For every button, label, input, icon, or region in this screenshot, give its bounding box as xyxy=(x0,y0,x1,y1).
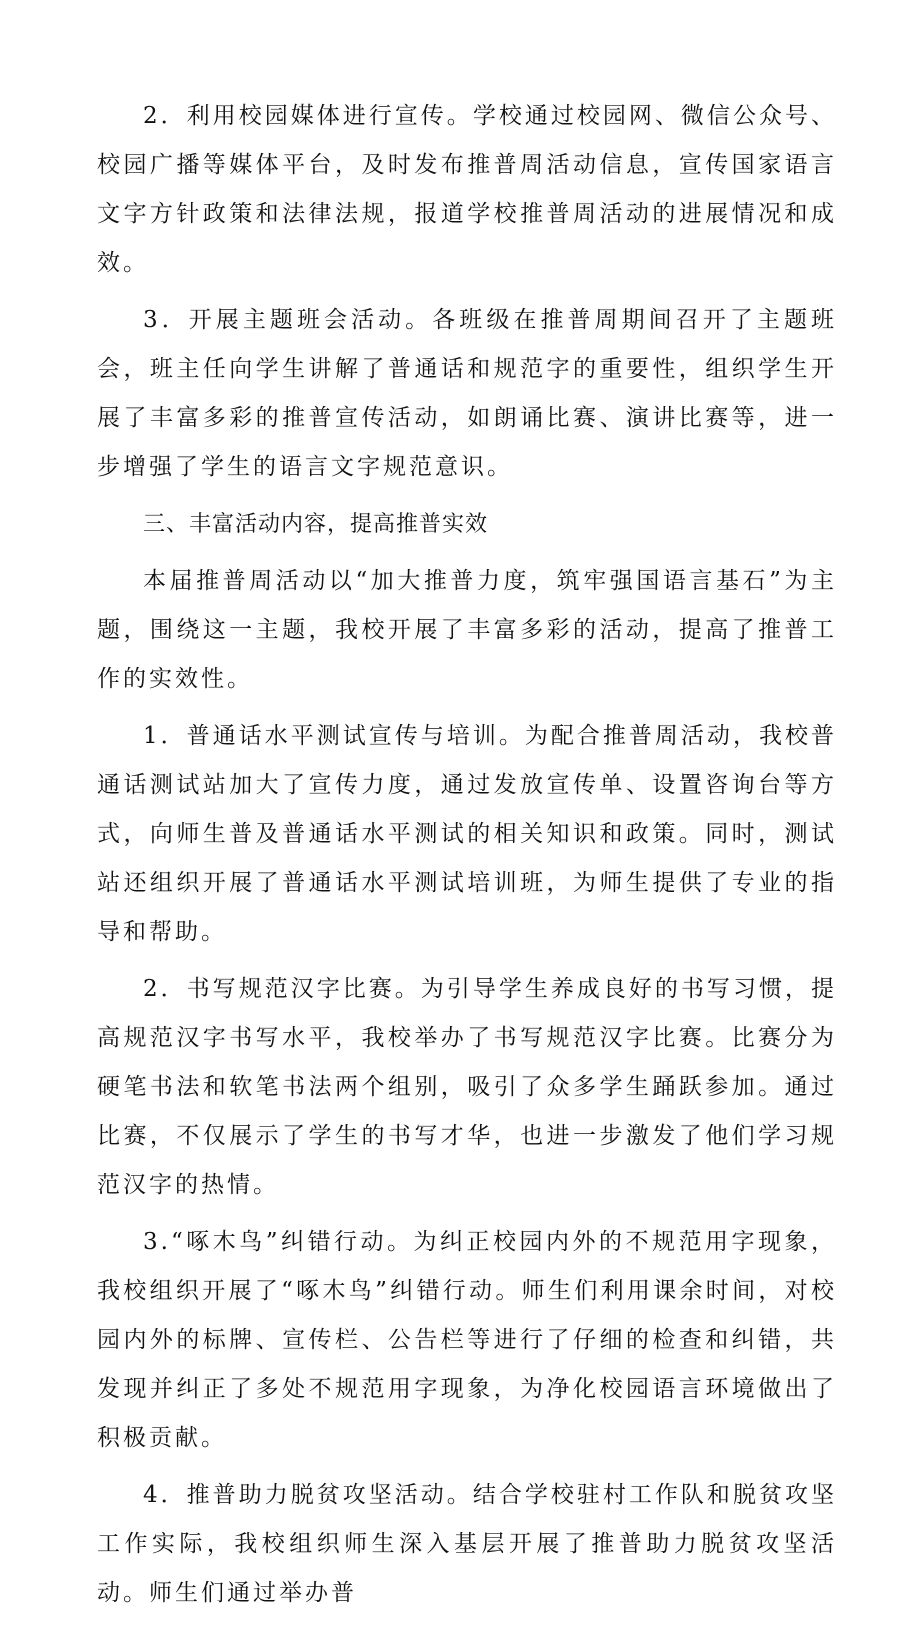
paragraph-theme-intro: 本届推普周活动以“加大推普力度，筑牢强国语言基石”为主题，围绕这一主题，我校开展了丰富多彩的活动，提高了推普工作的实效性。 xyxy=(97,568,837,692)
paragraph-class-meeting: 3．开展主题班会活动。各班级在推普周期间召开了主题班会，班主任向学生讲解了普通话和规范字的重要性，组织学生开展了丰富多彩的推普宣传活动，如朗诵比赛、演讲比赛等，进一步增强了学生的语言文字规范意识。 xyxy=(97,307,837,480)
paragraph-writing-contest: 2．书写规范汉字比赛。为引导学生养成良好的书写习惯，提高规范汉字书写水平，我校举办了书写规范汉字比赛。比赛分为硬笔书法和软笔书法两个组别，吸引了众多学生踊跃参加。通过比赛，不仅展示了学生的书写才华，也进一步激发了他们学习规范汉字的热情。 xyxy=(97,976,837,1198)
section-heading-three: 三、丰富活动内容，提高推普实效 xyxy=(143,512,489,537)
paragraph-woodpecker-action: 3.“啄木鸟”纠错行动。为纠正校园内外的不规范用字现象，我校组织开展了“啄木鸟”纠错行动。师生们利用课余时间，对校园内外的标牌、宣传栏、公告栏等进行了仔细的检查和纠错，共发现并纠正了多处不规范用字现象，为净化校园语言环境做出了积极贡献。 xyxy=(97,1229,837,1451)
document-body xyxy=(97,92,837,1626)
paragraph-media-publicity: 2．利用校园媒体进行宣传。学校通过校园网、微信公众号、校园广播等媒体平台，及时发布推普周活动信息，宣传国家语言文字方针政策和法律法规，报道学校推普周活动的进展情况和成效。 xyxy=(97,103,837,276)
paragraph-putonghua-test: 1．普通话水平测试宣传与培训。为配合推普周活动，我校普通话测试站加大了宣传力度，通过发放宣传单、设置咨询台等方式，向师生普及普通话水平测试的相关知识和政策。同时，测试站还组织开展了普通话水平测试培训班，为师生提供了专业的指导和帮助。 xyxy=(97,723,837,945)
paragraph-poverty-alleviation: 4．推普助力脱贫攻坚活动。结合学校驻村工作队和脱贫攻坚工作实际，我校组织师生深入基层开展了推普助力脱贫攻坚活动。师生们通过举办普 xyxy=(97,1482,837,1606)
